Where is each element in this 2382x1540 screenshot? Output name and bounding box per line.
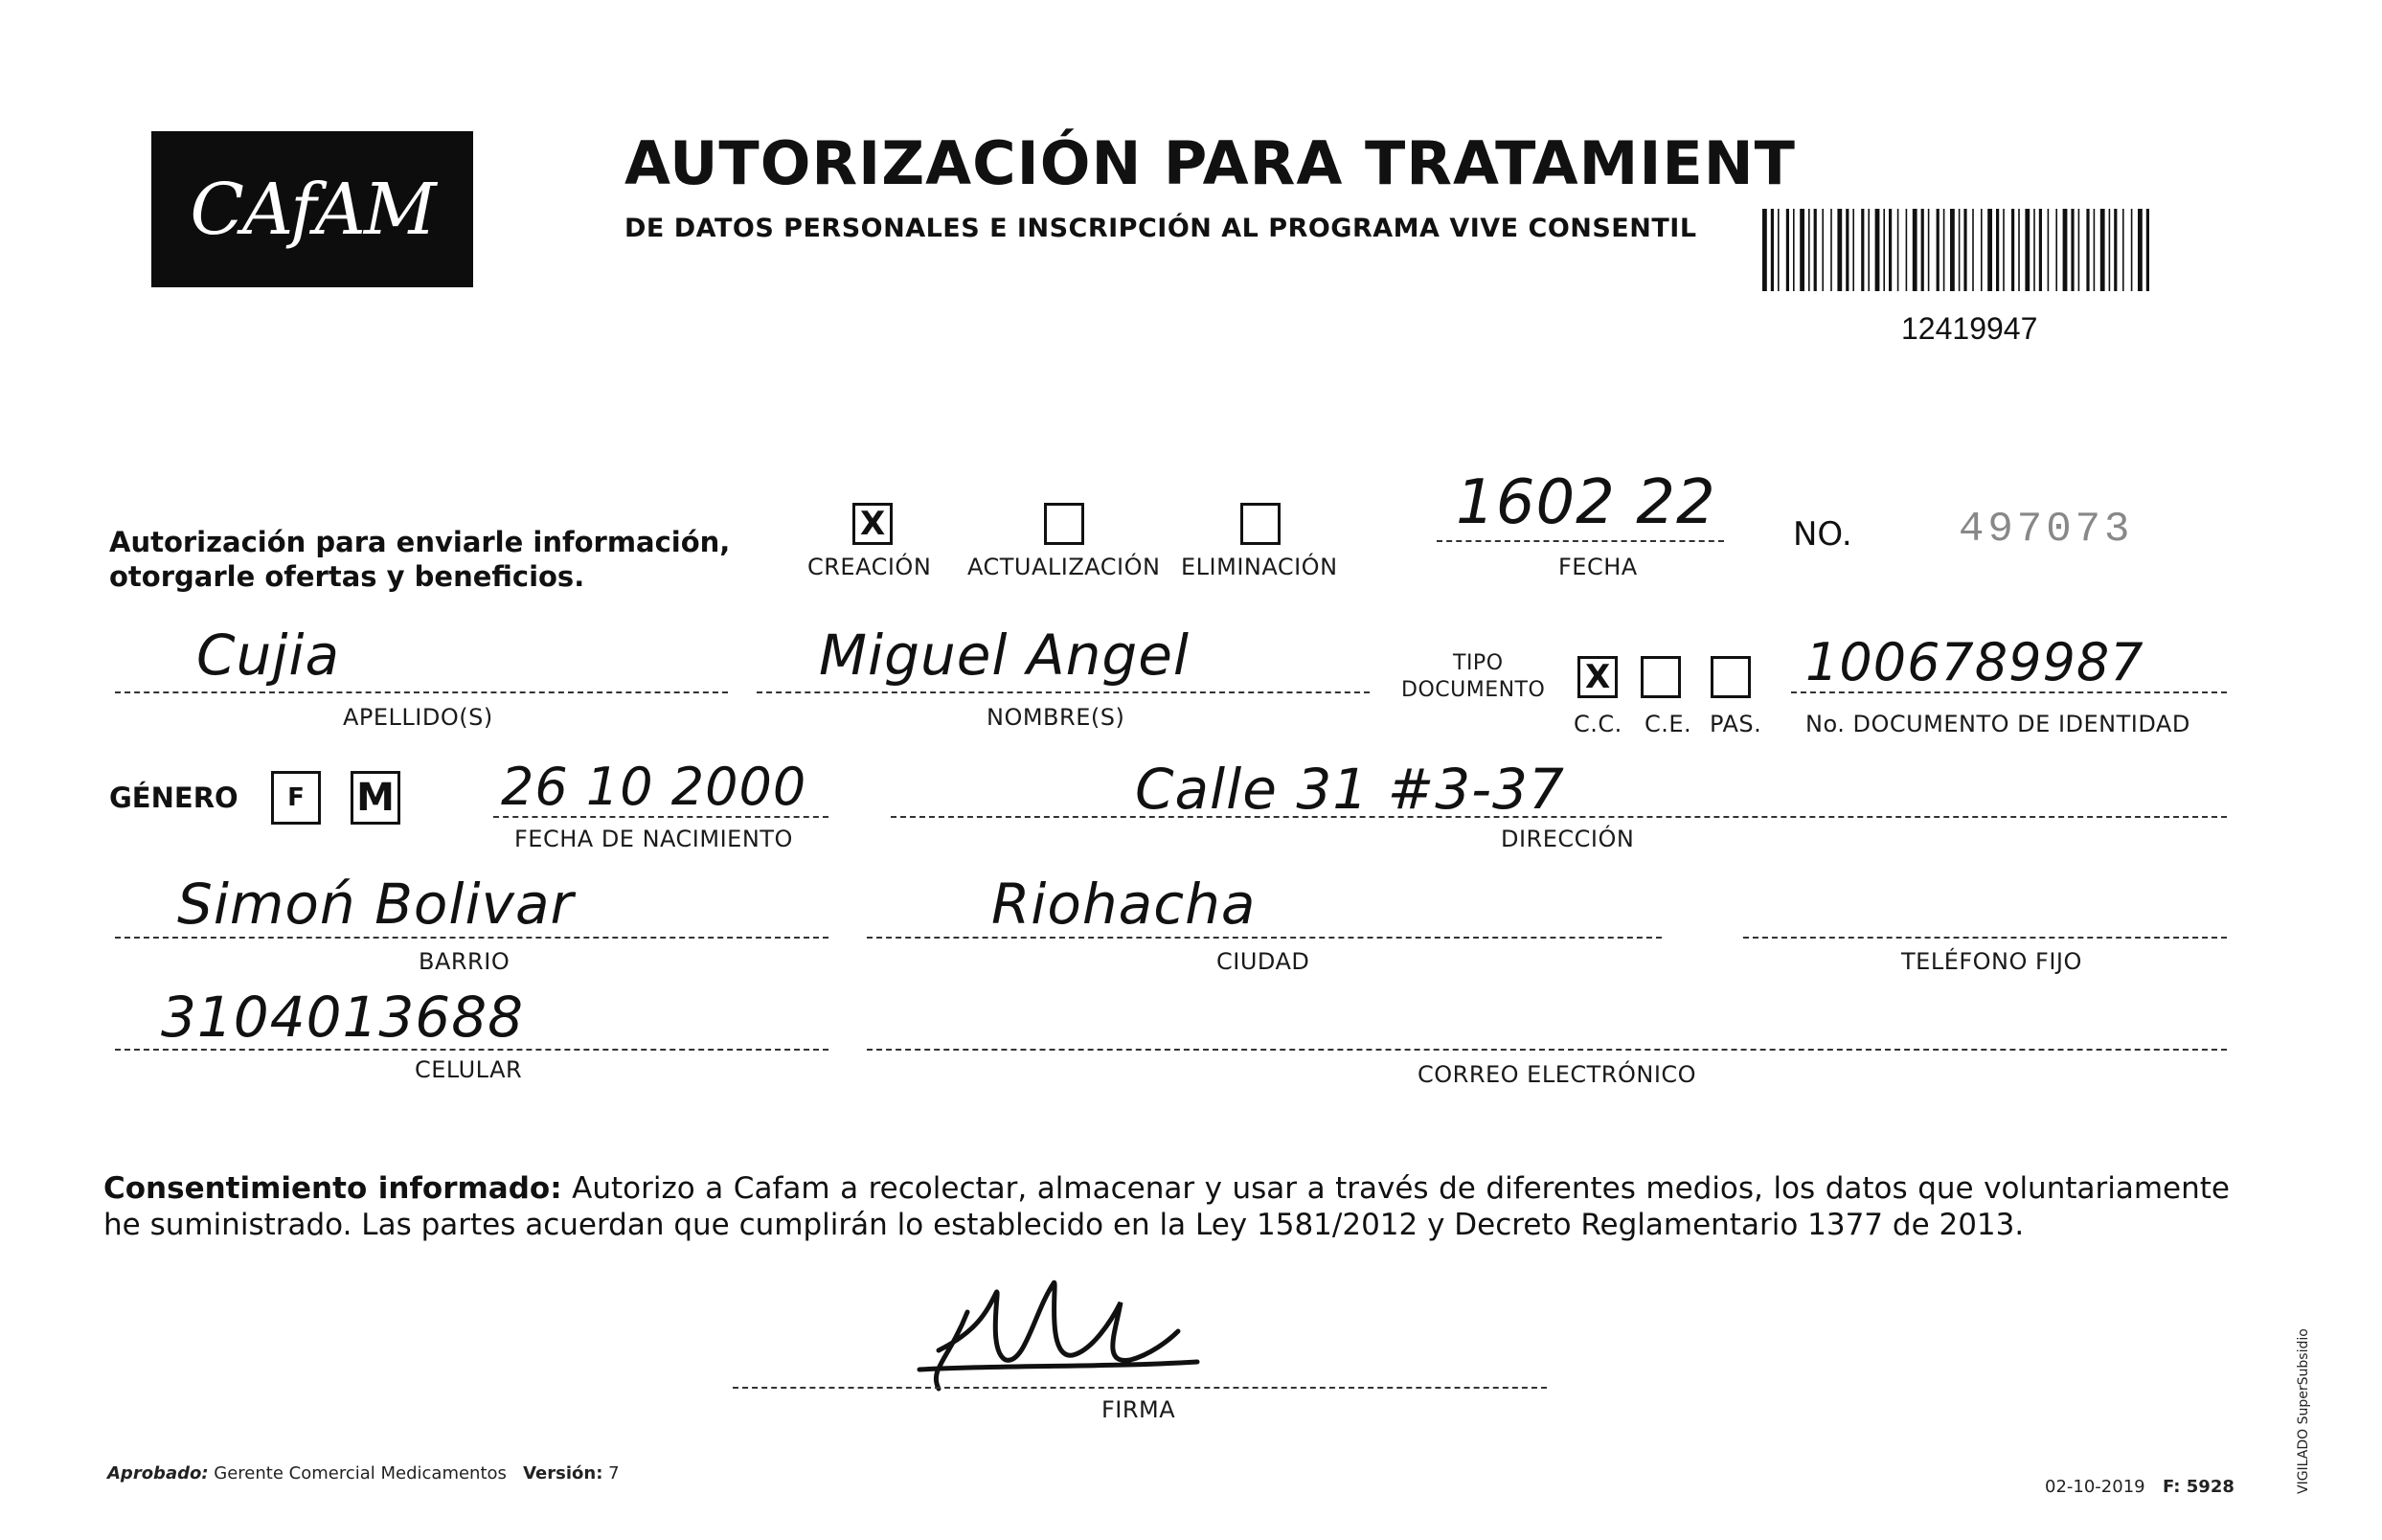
celular-value[interactable]: 3104013688 [161, 985, 525, 1050]
footer-approved [107, 1463, 620, 1483]
cafam-logo: CAfAM [151, 131, 473, 287]
form-subtitle: DE DATOS PERSONALES E INSCRIPCIÓN AL PROGRAMA VIVE CONSENTIL [624, 214, 1697, 243]
footer-form-code: F: 5928 [2163, 1477, 2235, 1497]
correo-line [867, 1049, 2227, 1051]
doc-number-line [1791, 691, 2227, 693]
aprobado-value: Gerente Comercial Medicamentos [214, 1463, 507, 1483]
barcode-bar [1897, 209, 1899, 291]
telefono-line [1743, 937, 2227, 939]
barcode-bar [1943, 209, 1945, 291]
genero-f-label: F [287, 783, 305, 812]
barcode-bar [1762, 209, 1767, 291]
ciudad-line [867, 937, 1662, 939]
barcode-bar [2025, 209, 2030, 291]
vigilado-text: VIGILADO SuperSubsidio [2296, 1328, 2311, 1494]
version-label: Versión: [523, 1463, 603, 1483]
actualizacion-checkbox[interactable] [1044, 503, 1084, 545]
apellidos-label: APELLIDO(S) [343, 704, 493, 731]
fecha-value[interactable]: 1602 22 [1456, 467, 1716, 538]
barcode-bar [1906, 209, 1908, 291]
barcode-bar [1875, 209, 1880, 291]
barcode-bar [2071, 209, 2074, 291]
fecha-line [1437, 540, 1724, 542]
barcode-bar [1981, 209, 1983, 291]
barcode-bar [1771, 209, 1774, 291]
barcode-bar [1830, 209, 1832, 291]
consent-lead: Consentimiento informado: [103, 1171, 562, 1206]
creacion-label: CREACIÓN [807, 554, 932, 580]
telefono-label: TELÉFONO FIJO [1901, 948, 2082, 975]
barcode-bar [2094, 209, 2096, 291]
authorization-line-2: otorgarle ofertas y beneficios. [109, 560, 585, 593]
barcode-bar [1852, 209, 1854, 291]
barcode-bar [1928, 209, 1930, 291]
doc-number-value[interactable]: 1006789987 [1805, 632, 2144, 692]
barcode-bar [2048, 209, 2050, 291]
barcode-bar [2018, 209, 2020, 291]
ce-label: C.E. [1645, 711, 1692, 737]
barrio-label: BARRIO [419, 948, 510, 975]
barcode-bar [1800, 209, 1804, 291]
birth-label: FECHA DE NACIMIENTO [514, 826, 793, 852]
barcode-bar [1808, 209, 1810, 291]
cc-checkbox[interactable] [1577, 656, 1618, 698]
barcode-bar [2011, 209, 2014, 291]
nombres-value[interactable]: Miguel Angel [819, 623, 1191, 688]
barcode-bar [1868, 209, 1870, 291]
consent-paragraph [103, 1170, 2230, 1243]
genero-m-checkbox[interactable] [351, 771, 400, 825]
barcode-bar [1837, 209, 1842, 291]
form-title: AUTORIZACIÓN PARA TRATAMIENT [624, 128, 1796, 198]
correo-label: CORREO ELECTRÓNICO [1418, 1061, 1697, 1088]
version-value: 7 [608, 1463, 620, 1483]
creacion-checkbox[interactable] [852, 503, 893, 545]
barcode-bar [2063, 209, 2068, 291]
genero-f-checkbox[interactable] [271, 771, 321, 825]
authorization-line-1: Autorización para enviarle información, [109, 526, 731, 558]
genero-label: GÉNERO [109, 781, 238, 814]
birth-value[interactable]: 26 10 2000 [501, 757, 807, 817]
barcode-bar [2146, 209, 2149, 291]
check-x-icon: X [860, 505, 886, 543]
ciudad-label: CIUDAD [1216, 948, 1310, 975]
birth-line [493, 816, 828, 818]
apellidos-line [115, 691, 728, 693]
celular-label: CELULAR [415, 1056, 523, 1083]
pas-checkbox[interactable] [1711, 656, 1751, 698]
address-label: DIRECCIÓN [1501, 826, 1635, 852]
barcode-bar [2100, 209, 2105, 291]
check-x-icon: X [1585, 658, 1611, 696]
barcode-bar [1883, 209, 1885, 291]
barcode-bar [1814, 209, 1817, 291]
actualizacion-label: ACTUALIZACIÓN [967, 554, 1161, 580]
barcode-bar [1861, 209, 1864, 291]
barcode-bar [2055, 209, 2057, 291]
barcode-bar [1913, 209, 1917, 291]
celular-line [115, 1049, 828, 1051]
eliminacion-checkbox[interactable] [1240, 503, 1281, 545]
nombres-label: NOMBRE(S) [987, 704, 1125, 731]
barcode-bar [1921, 209, 1924, 291]
footer-date: 02-10-2019 [2045, 1477, 2145, 1497]
address-line [891, 816, 2227, 818]
nombres-line [757, 691, 1370, 693]
address-value[interactable]: Calle 31 #3-37 [1135, 757, 1565, 822]
ciudad-value[interactable]: Riohacha [991, 872, 1257, 937]
aprobado-label: Aprobado: [107, 1463, 209, 1483]
doc-number-label: No. DOCUMENTO DE IDENTIDAD [1805, 711, 2190, 737]
barcode-bar [1987, 209, 1992, 291]
no-label: NO. [1793, 515, 1852, 554]
barcode-bar [1793, 209, 1795, 291]
tipo-label: TIPO [1453, 651, 1504, 675]
apellidos-value[interactable]: Cujia [196, 623, 341, 688]
barcode-bar [2114, 209, 2117, 291]
barcode-bar [1889, 209, 1892, 291]
barcode-bar [1972, 209, 1974, 291]
pas-label: PAS. [1710, 711, 1762, 737]
barcode-bar [2131, 209, 2133, 291]
signature-scribble [910, 1255, 1216, 1398]
barcode-number: 12419947 [1901, 311, 2038, 346]
ce-checkbox[interactable] [1641, 656, 1681, 698]
barcode-bar [2033, 209, 2035, 291]
fecha-label: FECHA [1558, 554, 1638, 580]
barcode-bar [1963, 209, 1966, 291]
genero-m-label: M [356, 776, 395, 820]
barcode-bar [2039, 209, 2042, 291]
eliminacion-label: ELIMINACIÓN [1181, 554, 1338, 580]
consent-text: Autorizo a Cafam a recolectar, almacenar y usar a través de diferentes medios, los datos que voluntariamente he suministrado. Las partes acuerdan que cumplirán lo establecido en la Ley 1581/2012 y Decreto Reglamentario 1377 de 2013. [103, 1171, 2230, 1242]
firma-label: FIRMA [1101, 1396, 1176, 1423]
documento-label: DOCUMENTO [1401, 678, 1546, 702]
form-number: 497073 [1959, 506, 2134, 554]
barcode-bar [1937, 209, 1940, 291]
barcode-bar [1822, 209, 1824, 291]
barcode-bar [2109, 209, 2111, 291]
barrio-line [115, 937, 828, 939]
barcode-bar [2122, 209, 2124, 291]
barcode-bar [2078, 209, 2080, 291]
barcode-bar [1786, 209, 1789, 291]
barcode-bar [1778, 209, 1780, 291]
barcode-bar [2138, 209, 2143, 291]
barcode-bar [1950, 209, 1955, 291]
barcode [1762, 209, 2150, 291]
barcode-bar [1959, 209, 1961, 291]
barcode-bar [1996, 209, 1999, 291]
barcode-bar [2086, 209, 2089, 291]
barcode-bar [1846, 209, 1849, 291]
barcode-bar [2003, 209, 2005, 291]
signature-line [733, 1387, 1547, 1389]
authorization-text [109, 525, 730, 594]
cc-label: C.C. [1574, 711, 1622, 737]
barrio-value[interactable]: Simoń Bolivar [177, 872, 575, 937]
